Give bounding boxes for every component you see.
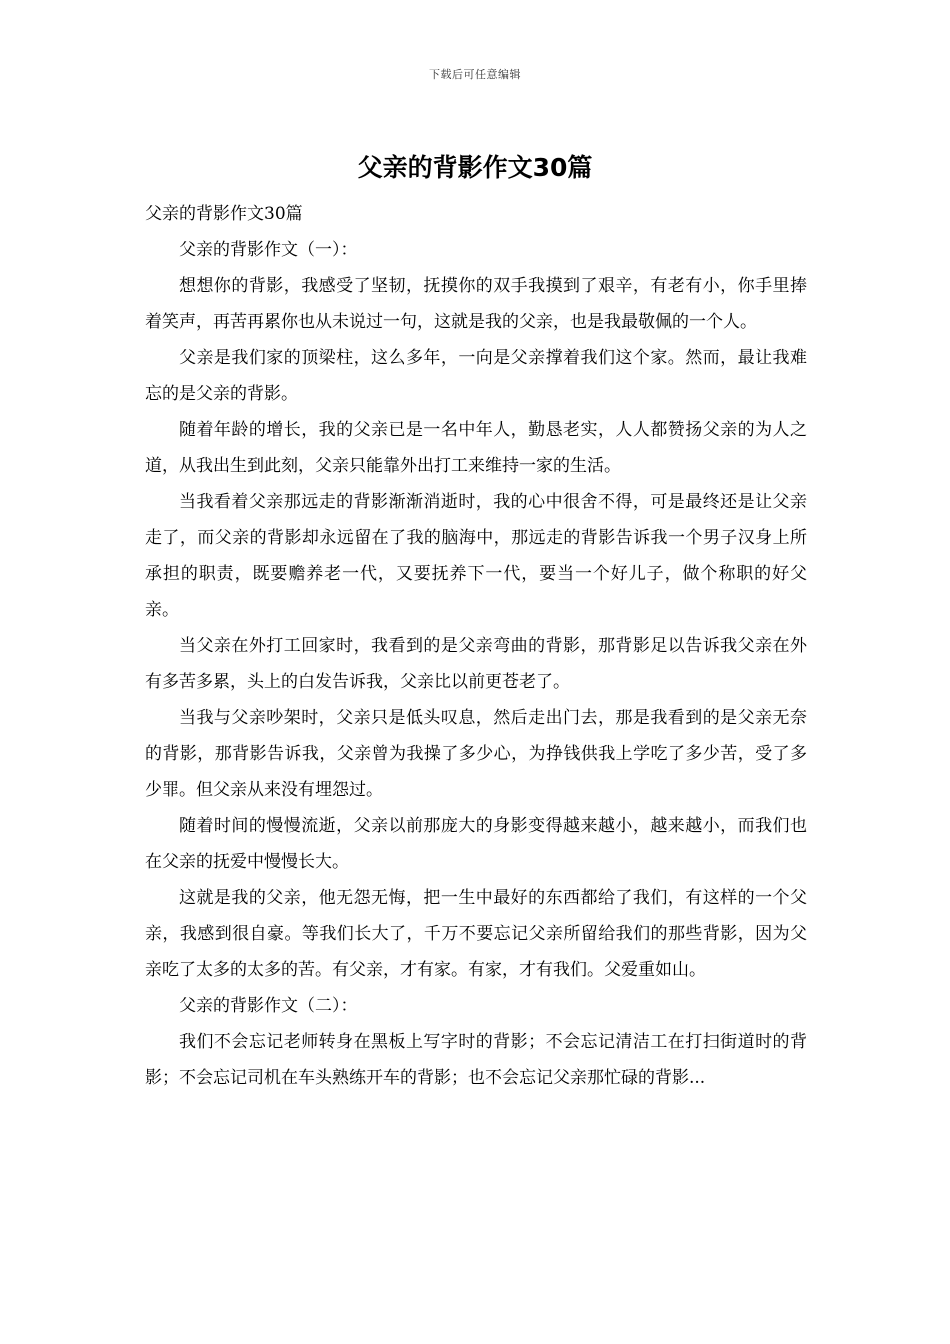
header-note: 下载后可任意编辑: [429, 68, 521, 81]
document-title: 父亲的背影作文30篇: [357, 153, 593, 182]
body-paragraph: 想想你的背影，我感受了坚韧，抚摸你的双手我摸到了艰辛，有老有小，你手里捧着笑声，再苦再累你也从未说过一句，这就是我的父亲，也是我最敬佩的一个人。: [145, 276, 807, 332]
body-paragraph: 随着年龄的增长，我的父亲已是一名中年人，勤恳老实，人人都赞扬父亲的为人之道，从我出生到此刻，父亲只能靠外出打工来维持一家的生活。: [145, 420, 807, 476]
body-paragraph: 这就是我的父亲，他无怨无悔，把一生中最好的东西都给了我们，有这样的一个父亲，我感到很自豪。等我们长大了，千万不要忘记父亲所留给我们的那些背影，因为父亲吃了太多的太多的苦。有父亲，才有家。有家，才有我们。父爱重如山。: [145, 888, 807, 980]
body-paragraph: 当我与父亲吵架时，父亲只是低头叹息，然后走出门去，那是我看到的是父亲无奈的背影，那背影告诉我，父亲曾为我操了多少心，为挣钱供我上学吃了多少苦，受了多少罪。但父亲从来没有埋怨过。: [145, 708, 807, 800]
body-paragraph: 当我看着父亲那远走的背影渐渐消逝时，我的心中很舍不得，可是最终还是让父亲走了，而父亲的背影却永远留在了我的脑海中，那远走的背影告诉我一个男子汉身上所承担的职责，既要赡养老一代，又要抚养下一代，要当一个好儿子，做个称职的好父亲。: [145, 492, 807, 620]
body-paragraph: 父亲的背影作文30篇: [145, 204, 303, 224]
body-paragraph: 父亲是我们家的顶梁柱，这么多年，一向是父亲撑着我们这个家。然而，最让我难忘的是父亲的背影。: [145, 348, 807, 404]
body-paragraph: 我们不会忘记老师转身在黑板上写字时的背影；不会忘记清洁工在打扫街道时的背影；不会忘记司机在车头熟练开车的背影；也不会忘记父亲那忙碌的背影...: [145, 1032, 807, 1088]
body-paragraph: 父亲的背影作文（一）：: [179, 240, 358, 260]
body-paragraph: 当父亲在外打工回家时，我看到的是父亲弯曲的背影，那背影足以告诉我父亲在外有多苦多累，头上的白发告诉我，父亲比以前更苍老了。: [145, 636, 807, 692]
body-paragraph: 随着时间的慢慢流逝，父亲以前那庞大的身影变得越来越小，越来越小，而我们也在父亲的抚爱中慢慢长大。: [145, 816, 807, 872]
body-paragraph: 父亲的背影作文（二）：: [179, 996, 358, 1016]
document-body: [145, 196, 807, 1096]
